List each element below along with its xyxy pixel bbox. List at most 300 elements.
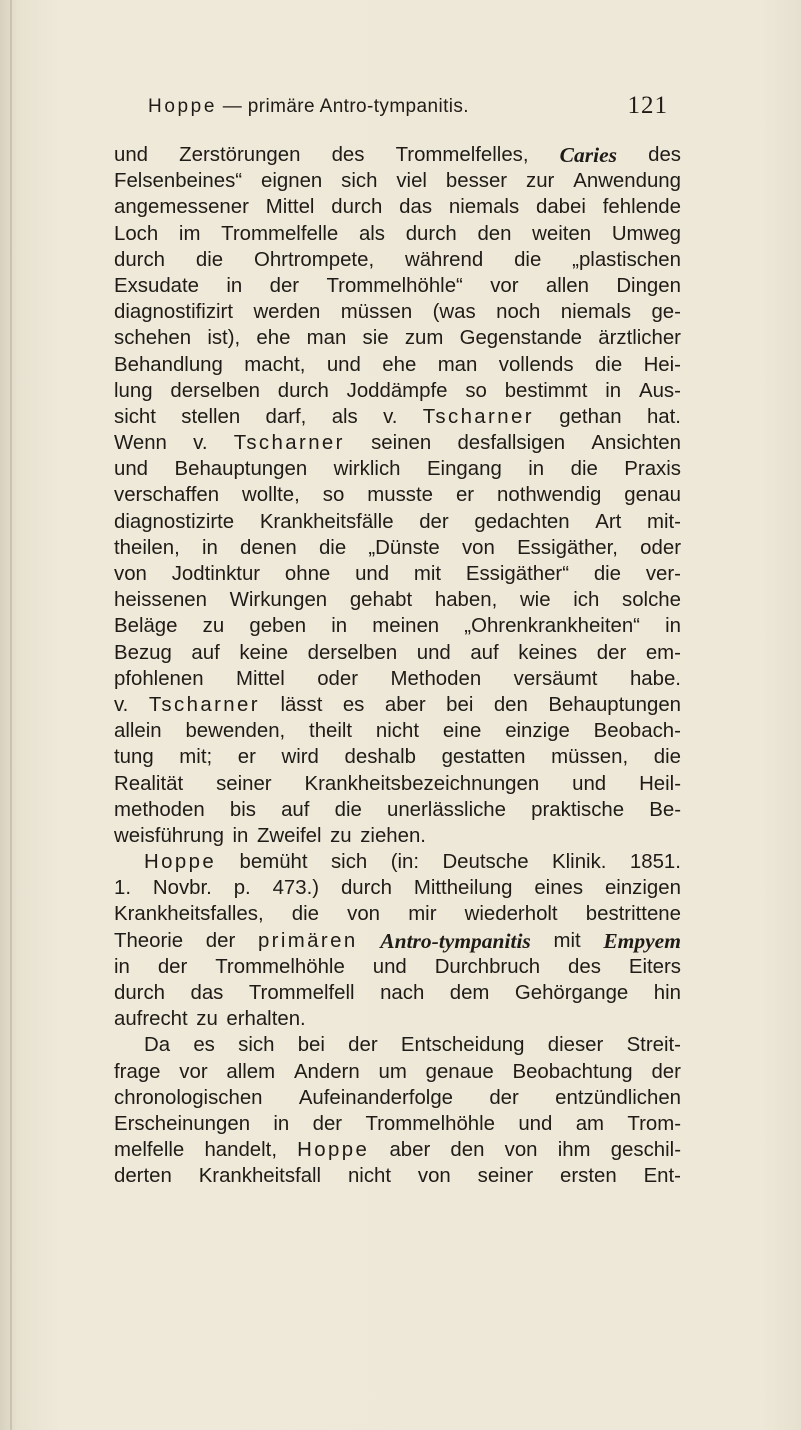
word: des bbox=[331, 144, 365, 166]
word: Umweg bbox=[611, 222, 681, 245]
word: Anwendung bbox=[573, 170, 681, 193]
word: in bbox=[665, 615, 681, 638]
word: darf, bbox=[265, 405, 307, 428]
word: deshalb bbox=[344, 746, 416, 769]
word: Krankheitsfall bbox=[198, 1165, 322, 1188]
word: müssen bbox=[340, 301, 413, 324]
word: der bbox=[348, 1034, 378, 1057]
word: Streit- bbox=[626, 1034, 681, 1057]
word: aber bbox=[384, 693, 426, 716]
word: versäumt bbox=[513, 667, 598, 690]
word: die bbox=[514, 248, 542, 271]
word: nicht bbox=[375, 720, 419, 743]
word: Gegenstande bbox=[459, 327, 583, 350]
word: Da bbox=[144, 1034, 171, 1057]
word: stellen bbox=[181, 405, 241, 428]
text-line bbox=[114, 1032, 681, 1058]
word: lässt bbox=[280, 693, 323, 716]
word: von bbox=[461, 536, 495, 559]
word: durch bbox=[405, 222, 457, 245]
text-line bbox=[114, 194, 681, 220]
word: den bbox=[450, 1139, 485, 1162]
word: die bbox=[195, 248, 224, 271]
word: oder bbox=[317, 667, 359, 690]
word: Klinik. bbox=[552, 851, 607, 874]
word: mit- bbox=[646, 510, 681, 533]
word: ihm bbox=[557, 1139, 591, 1162]
page-number: 121 bbox=[627, 92, 668, 119]
word: und bbox=[326, 353, 361, 376]
word: um bbox=[378, 1060, 407, 1083]
word: und bbox=[114, 458, 149, 481]
word: und bbox=[518, 1112, 553, 1135]
text-line bbox=[114, 482, 681, 508]
word: Durchbruch bbox=[434, 955, 541, 978]
word: Krankheitsfalles, bbox=[114, 903, 264, 926]
word: methoden bbox=[114, 798, 205, 821]
word: primären bbox=[257, 929, 358, 952]
word: fehlende bbox=[602, 196, 681, 219]
word: Bezug bbox=[114, 641, 172, 664]
word: chronologischen bbox=[114, 1086, 263, 1109]
text-line bbox=[114, 875, 681, 901]
text-line bbox=[114, 299, 681, 325]
word: Krankheitsbezeichnungen bbox=[304, 772, 540, 795]
word: Praxis bbox=[624, 458, 681, 481]
text-line bbox=[114, 168, 681, 194]
word: Trom- bbox=[627, 1112, 681, 1135]
text-line bbox=[114, 561, 681, 587]
text-line bbox=[114, 1085, 681, 1111]
text-line bbox=[114, 980, 681, 1006]
word: ver- bbox=[645, 563, 681, 585]
text-line bbox=[114, 404, 681, 430]
word: durch bbox=[340, 877, 392, 900]
word: geschil- bbox=[610, 1139, 681, 1162]
word: Eingang bbox=[426, 458, 502, 481]
word: der bbox=[651, 1060, 681, 1083]
word: seinen bbox=[371, 432, 432, 455]
word: und bbox=[355, 563, 390, 585]
word: Tscharner bbox=[233, 432, 345, 455]
body-text bbox=[114, 142, 681, 1190]
text-line bbox=[114, 378, 681, 404]
word: in bbox=[331, 615, 348, 638]
word: in bbox=[114, 955, 130, 978]
word: Gehörgange bbox=[514, 982, 629, 1004]
text-line bbox=[114, 509, 681, 535]
word: die bbox=[594, 353, 623, 376]
word: em- bbox=[645, 641, 681, 664]
word: Behauptungen bbox=[548, 693, 681, 716]
word: Heil- bbox=[639, 772, 681, 795]
word: Aufeinanderfolge bbox=[298, 1086, 454, 1109]
header-author: Hoppe bbox=[148, 96, 217, 117]
word: in bbox=[232, 824, 249, 847]
word: derselben bbox=[170, 379, 260, 402]
word: Novbr. bbox=[152, 877, 212, 900]
word: Wirkungen bbox=[229, 589, 328, 612]
word: (in: bbox=[390, 851, 420, 874]
word: und bbox=[114, 144, 149, 166]
word: Felsenbeines“ bbox=[114, 170, 243, 193]
word: Ohrtrompete, bbox=[253, 248, 375, 271]
word: niemals bbox=[560, 301, 632, 324]
word: viel bbox=[396, 170, 427, 193]
word: handelt, bbox=[204, 1139, 277, 1162]
word: melfelle bbox=[114, 1139, 185, 1162]
word: macht, bbox=[244, 353, 306, 376]
text-line bbox=[114, 1059, 681, 1085]
word: des bbox=[648, 144, 681, 166]
word: das bbox=[190, 982, 224, 1004]
word: der bbox=[157, 955, 188, 978]
word: bei bbox=[297, 1034, 325, 1057]
word: v. bbox=[193, 432, 208, 455]
word: mit bbox=[413, 563, 442, 585]
word: Wenn bbox=[114, 432, 167, 455]
word: von bbox=[504, 1139, 538, 1162]
word: auf bbox=[191, 641, 220, 664]
word: Zweifel bbox=[256, 824, 322, 847]
word: Eiters bbox=[628, 955, 681, 978]
word: Beobachtung bbox=[512, 1060, 633, 1083]
word: einzigen bbox=[604, 877, 681, 900]
word: Exsudate bbox=[114, 274, 200, 297]
word: allem bbox=[226, 1060, 276, 1083]
word: Caries bbox=[559, 143, 617, 167]
word: gethan bbox=[559, 405, 622, 428]
word: bis bbox=[229, 798, 256, 821]
word: Methoden bbox=[390, 667, 482, 690]
word: ersten bbox=[560, 1165, 617, 1188]
word: desfallsigen bbox=[457, 432, 566, 455]
word: sich bbox=[341, 170, 378, 193]
word: mir bbox=[408, 903, 437, 926]
text-line bbox=[114, 273, 681, 299]
text-line bbox=[114, 535, 681, 561]
word: Hoppe bbox=[144, 851, 217, 874]
word: so bbox=[322, 484, 345, 507]
word: sich bbox=[238, 1034, 275, 1057]
word: ziehen. bbox=[360, 824, 426, 847]
word: sie bbox=[362, 327, 389, 350]
word: die bbox=[318, 536, 347, 559]
word: er bbox=[455, 484, 475, 507]
text-line bbox=[114, 247, 681, 273]
word: Realität bbox=[114, 772, 184, 795]
word: Art bbox=[595, 510, 622, 533]
word: der bbox=[312, 1112, 343, 1135]
word: durch bbox=[114, 248, 166, 271]
word: weiten bbox=[532, 222, 592, 245]
word: seiner bbox=[477, 1165, 534, 1188]
word: Trommelhöhle bbox=[215, 955, 345, 978]
word: „Dünste bbox=[368, 536, 440, 559]
word: gestatten bbox=[441, 746, 526, 769]
word: allen bbox=[545, 274, 589, 297]
word: ich bbox=[573, 589, 600, 612]
word: des bbox=[568, 955, 601, 978]
word: bewenden, bbox=[185, 720, 286, 743]
word: v. bbox=[114, 693, 129, 716]
word: besser bbox=[445, 170, 508, 193]
text-line bbox=[114, 1137, 681, 1163]
word: niemals bbox=[448, 196, 520, 219]
word: „plastischen bbox=[572, 248, 681, 271]
word: heissenen bbox=[114, 589, 207, 612]
word: von bbox=[417, 1165, 451, 1188]
word: verschaffen bbox=[114, 484, 220, 507]
word: zu bbox=[196, 1008, 218, 1031]
word: ohne bbox=[284, 563, 331, 585]
text-line bbox=[114, 928, 681, 954]
word: zum bbox=[404, 327, 444, 350]
word: allein bbox=[114, 720, 162, 743]
word: den bbox=[477, 222, 512, 245]
word: Trommelhöhle bbox=[365, 1112, 495, 1135]
word: eines bbox=[534, 877, 584, 900]
word: die bbox=[291, 903, 319, 926]
word: schehen bbox=[114, 327, 192, 350]
word: aufrecht bbox=[114, 1008, 188, 1031]
word: von bbox=[114, 563, 147, 585]
text-line bbox=[114, 325, 681, 351]
word: angemessener bbox=[114, 196, 249, 219]
word: Essigäther, bbox=[517, 536, 618, 559]
word: die bbox=[653, 746, 681, 769]
word: Essigäther“ bbox=[465, 563, 570, 585]
word: keines bbox=[518, 641, 578, 664]
word: der bbox=[596, 641, 627, 664]
word: dabei bbox=[536, 196, 586, 219]
word: einzige bbox=[505, 720, 570, 743]
word: Joddämpfe bbox=[346, 379, 448, 402]
word: tung bbox=[114, 746, 154, 769]
word: auf bbox=[281, 798, 310, 821]
word: entzündlichen bbox=[555, 1086, 681, 1109]
word: als bbox=[358, 222, 386, 245]
word: diagnostizirte bbox=[114, 510, 235, 533]
word: im bbox=[178, 222, 201, 245]
word: Hoppe bbox=[297, 1139, 370, 1162]
word: hin bbox=[653, 982, 681, 1004]
word: vor bbox=[490, 274, 519, 297]
word: müssen, bbox=[551, 746, 629, 769]
word: so bbox=[465, 379, 487, 402]
text-line bbox=[114, 771, 681, 797]
word: wird bbox=[281, 746, 319, 769]
text-line bbox=[114, 666, 681, 692]
word: das bbox=[399, 196, 433, 219]
text-line bbox=[114, 456, 681, 482]
word: Andern bbox=[293, 1060, 360, 1083]
word: ärztlicher bbox=[598, 327, 681, 350]
word: genaue bbox=[425, 1060, 494, 1083]
word: meinen bbox=[372, 615, 440, 638]
word: es bbox=[342, 693, 365, 716]
word: ist), bbox=[207, 327, 241, 350]
word: p. bbox=[233, 877, 251, 900]
word: ehe bbox=[256, 327, 291, 350]
word: die bbox=[334, 798, 362, 821]
word: in bbox=[528, 458, 545, 481]
header-dash: — bbox=[222, 96, 243, 117]
word: in bbox=[226, 274, 243, 297]
word: sich bbox=[330, 851, 368, 874]
word: in bbox=[273, 1112, 290, 1135]
word: Trommelfelles, bbox=[395, 144, 529, 166]
word: Ansichten bbox=[591, 432, 681, 455]
word: nicht bbox=[347, 1165, 392, 1188]
word: wirklich bbox=[333, 458, 401, 481]
word: in bbox=[605, 379, 622, 402]
word: der bbox=[205, 929, 236, 952]
word: frage bbox=[114, 1060, 161, 1083]
word: Trommelfell bbox=[248, 982, 355, 1004]
word: dieser bbox=[547, 1034, 604, 1057]
word: weisführung bbox=[114, 824, 224, 847]
word: bestrittene bbox=[585, 903, 681, 926]
word: den bbox=[493, 693, 528, 716]
word: am bbox=[575, 1112, 605, 1135]
word: der bbox=[269, 274, 300, 297]
text-line bbox=[114, 587, 681, 613]
word: Trommelfelle bbox=[221, 222, 339, 245]
word: bemüht bbox=[239, 851, 308, 874]
word: 1851. bbox=[629, 851, 681, 874]
word: von bbox=[347, 903, 381, 926]
word: pfohlenen bbox=[114, 667, 204, 690]
word: Behauptungen bbox=[174, 458, 308, 481]
word: diagnostifizirt bbox=[114, 301, 233, 324]
word: nothwendig bbox=[497, 484, 602, 507]
word: während bbox=[404, 248, 484, 271]
word: mit; bbox=[179, 746, 213, 769]
word: Loch bbox=[114, 222, 159, 245]
word: Trommelhöhle“ bbox=[326, 274, 463, 297]
word: er bbox=[237, 746, 256, 769]
word: Deutsche bbox=[442, 851, 529, 874]
text-line bbox=[114, 797, 681, 823]
word: hat. bbox=[646, 405, 681, 428]
word: wollte, bbox=[242, 484, 300, 507]
text-line bbox=[114, 718, 681, 744]
text-line bbox=[114, 849, 681, 875]
word: Mittel bbox=[265, 196, 315, 219]
word: als bbox=[331, 405, 358, 428]
word: Entscheidung bbox=[400, 1034, 525, 1057]
word: die bbox=[570, 458, 598, 481]
word: zur bbox=[526, 170, 555, 193]
word: Theorie bbox=[114, 929, 184, 952]
word: es bbox=[193, 1034, 215, 1057]
word: bei bbox=[446, 693, 474, 716]
text-line bbox=[114, 901, 681, 927]
word: sicht bbox=[114, 405, 156, 428]
text-line bbox=[114, 1163, 681, 1189]
word: Zerstörungen bbox=[179, 144, 301, 166]
text-line bbox=[114, 352, 681, 378]
word: solche bbox=[622, 589, 681, 612]
word: zu bbox=[330, 824, 352, 847]
word: unerlässliche bbox=[386, 798, 506, 821]
word: Ent- bbox=[643, 1165, 681, 1188]
text-line bbox=[114, 640, 681, 666]
word: vor bbox=[179, 1060, 208, 1083]
word: praktische bbox=[531, 798, 625, 821]
page-gutter-edge bbox=[10, 0, 12, 1430]
word: eine bbox=[442, 720, 482, 743]
text-line bbox=[114, 142, 681, 168]
word: keine bbox=[239, 641, 289, 664]
word: Be- bbox=[649, 798, 681, 821]
word: aber bbox=[389, 1139, 431, 1162]
word: 473.) bbox=[272, 877, 320, 900]
word: Antro-tympanitis bbox=[380, 928, 531, 953]
word: eignen bbox=[261, 170, 323, 193]
word: man bbox=[306, 327, 347, 350]
word: Erscheinungen bbox=[114, 1112, 251, 1135]
word: auf bbox=[470, 641, 499, 664]
word: Krankheitsfälle bbox=[259, 510, 394, 533]
text-line bbox=[114, 1111, 681, 1137]
word: die bbox=[593, 563, 622, 585]
word: denen bbox=[240, 536, 297, 559]
word: geben bbox=[249, 615, 307, 638]
word: noch bbox=[496, 301, 541, 324]
word: gedachten bbox=[474, 510, 570, 533]
word: Mittheilung bbox=[413, 877, 513, 900]
word: Hei- bbox=[643, 353, 681, 376]
text-line bbox=[114, 823, 681, 849]
word: ge- bbox=[651, 301, 681, 324]
word: vollends bbox=[498, 353, 574, 376]
word: derselben bbox=[307, 641, 398, 664]
text-line bbox=[114, 613, 681, 639]
word: der bbox=[489, 1086, 519, 1109]
word: haben, bbox=[434, 589, 498, 612]
text-line bbox=[114, 744, 681, 770]
word: musste bbox=[367, 484, 433, 507]
word: Dingen bbox=[616, 274, 681, 297]
word: Tscharner bbox=[148, 693, 260, 716]
word: theilen, bbox=[114, 536, 180, 559]
text-line bbox=[114, 692, 681, 718]
word: Jodtinktur bbox=[171, 563, 261, 585]
word: Aus- bbox=[638, 379, 681, 402]
word: „Ohrenkrankheiten“ bbox=[464, 615, 640, 638]
header-title: primäre Antro-tympanitis. bbox=[247, 96, 469, 117]
word: Tscharner bbox=[422, 405, 534, 428]
word: 1. bbox=[114, 877, 132, 900]
word: und bbox=[572, 772, 607, 795]
word: der bbox=[419, 510, 449, 533]
word: bestimmt bbox=[504, 379, 588, 402]
word: Mittel bbox=[236, 667, 285, 690]
text-line bbox=[114, 954, 681, 980]
word: wie bbox=[519, 589, 551, 612]
word: durch bbox=[277, 379, 329, 402]
word: lung bbox=[114, 379, 153, 402]
running-header bbox=[148, 92, 668, 130]
text-line bbox=[114, 430, 681, 456]
word: habe. bbox=[629, 667, 681, 690]
word: seiner bbox=[216, 772, 272, 795]
text-line bbox=[114, 221, 681, 247]
word: Empyem bbox=[603, 928, 681, 953]
word: v. bbox=[383, 405, 398, 428]
